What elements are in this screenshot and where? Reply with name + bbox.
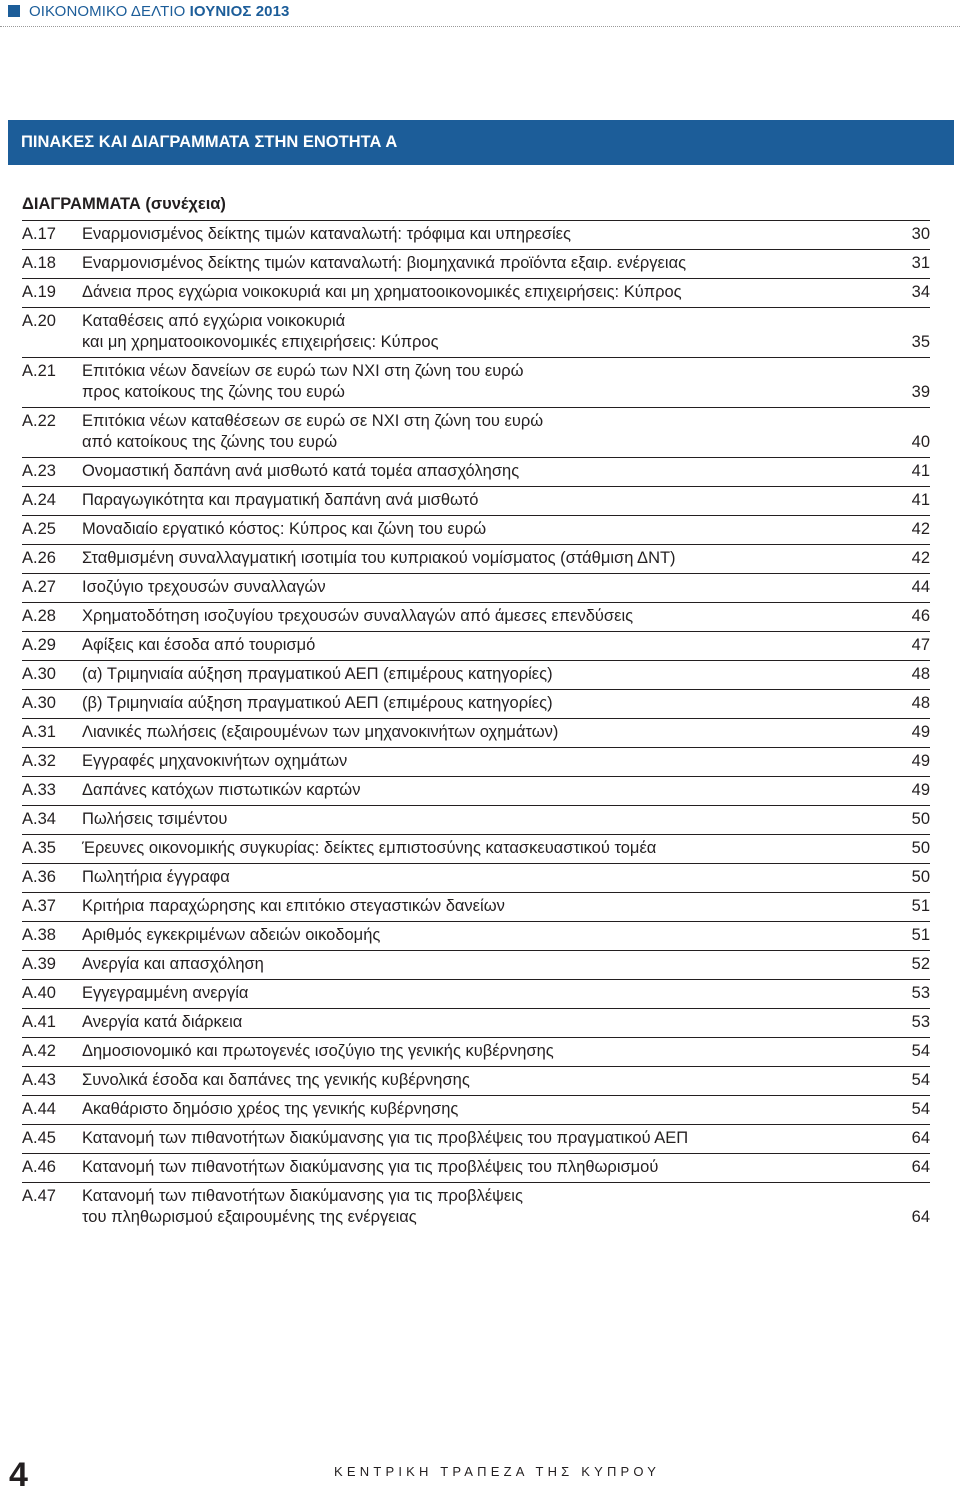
toc-code: Α.32 bbox=[22, 752, 56, 770]
toc-page: 50 bbox=[911, 810, 930, 828]
toc-row bbox=[22, 220, 930, 249]
toc-title: Παραγωγικότητα και πραγματική δαπάνη ανά μισθωτό bbox=[82, 491, 479, 509]
toc-title: Εναρμονισμένος δείκτης τιμών καταναλωτή: βιομηχανικά προϊόντα εξαιρ. ενέργειας bbox=[82, 254, 687, 272]
toc-code: Α.37 bbox=[22, 897, 56, 915]
toc-row bbox=[22, 863, 930, 892]
toc-row bbox=[22, 544, 930, 573]
toc-code: Α.22 bbox=[22, 412, 56, 430]
toc-code: Α.25 bbox=[22, 520, 56, 538]
toc-page: 48 bbox=[911, 694, 930, 712]
toc-title: Επιτόκια νέων καταθέσεων σε ευρώ σε ΝΧΙ στη ζώνη του ευρώ από κατοίκους της ζώνης του ευρώ bbox=[82, 412, 544, 451]
toc-page: 64 bbox=[911, 1129, 930, 1147]
header-text-regular: ΟΙΚΟΝΟΜΙΚΟ ΔΕΛΤΙΟ bbox=[29, 2, 190, 20]
toc-row bbox=[22, 278, 930, 307]
toc-page: 49 bbox=[911, 752, 930, 770]
toc-title: Πωλήσεις τσιμέντου bbox=[82, 810, 228, 828]
toc-page: 52 bbox=[911, 955, 930, 973]
toc-row bbox=[22, 1066, 930, 1095]
toc-title: Αριθμός εγκεκριμένων αδειών οικοδομής bbox=[82, 926, 381, 944]
table-of-contents bbox=[22, 220, 930, 1232]
toc-title: Χρηματοδότηση ισοζυγίου τρεχουσών συναλλαγών από άμεσες επενδύσεις bbox=[82, 607, 634, 625]
toc-title: Δημοσιονομικό και πρωτογενές ισοζύγιο της γενικής κυβέρνησης bbox=[82, 1042, 554, 1060]
toc-code: Α.34 bbox=[22, 810, 56, 828]
toc-page: 39 bbox=[911, 383, 930, 401]
toc-page: 51 bbox=[911, 926, 930, 944]
toc-title: Εναρμονισμένος δείκτης τιμών καταναλωτή: τρόφιμα και υπηρεσίες bbox=[82, 225, 571, 243]
toc-code: Α.35 bbox=[22, 839, 56, 857]
toc-page: 47 bbox=[911, 636, 930, 654]
toc-row bbox=[22, 1153, 930, 1182]
toc-page: 42 bbox=[911, 520, 930, 538]
toc-page: 48 bbox=[911, 665, 930, 683]
toc-code: Α.29 bbox=[22, 636, 56, 654]
header-text-bold: ΙΟΥΝΙΟΣ 2013 bbox=[189, 2, 290, 20]
toc-code: Α.21 bbox=[22, 362, 56, 380]
toc-page: 51 bbox=[911, 897, 930, 915]
toc-title: Αφίξεις και έσοδα από τουρισμό bbox=[82, 636, 316, 654]
toc-row bbox=[22, 747, 930, 776]
toc-code: Α.17 bbox=[22, 225, 56, 243]
toc-code: Α.41 bbox=[22, 1013, 56, 1031]
header-square-icon bbox=[8, 5, 20, 17]
page-number: 4 bbox=[9, 1456, 28, 1494]
toc-page: 54 bbox=[911, 1100, 930, 1118]
toc-page: 54 bbox=[911, 1042, 930, 1060]
toc-code: Α.26 bbox=[22, 549, 56, 567]
toc-title: Επιτόκια νέων δανείων σε ευρώ των ΝΧΙ στη ζώνη του ευρώ προς κατοίκους της ζώνης του ευρώ bbox=[82, 362, 524, 401]
toc-title: Εγγεγραμμένη ανεργία bbox=[82, 984, 249, 1002]
toc-code: Α.20 bbox=[22, 312, 56, 330]
toc-page: 42 bbox=[911, 549, 930, 567]
toc-row bbox=[22, 573, 930, 602]
toc-code: Α.47 bbox=[22, 1187, 56, 1205]
toc-page: 30 bbox=[911, 225, 930, 243]
toc-page: 64 bbox=[911, 1158, 930, 1176]
toc-code: Α.36 bbox=[22, 868, 56, 886]
toc-row bbox=[22, 1182, 930, 1232]
toc-row bbox=[22, 307, 930, 357]
toc-code: Α.40 bbox=[22, 984, 56, 1002]
toc-row bbox=[22, 660, 930, 689]
toc-page: 49 bbox=[911, 781, 930, 799]
toc-title: Δάνεια προς εγχώρια νοικοκυριά και μη χρηματοοικονομικές επιχειρήσεις: Κύπρος bbox=[82, 283, 682, 301]
toc-page: 49 bbox=[911, 723, 930, 741]
toc-code: Α.23 bbox=[22, 462, 56, 480]
toc-row bbox=[22, 457, 930, 486]
toc-title: Ακαθάριστο δημόσιο χρέος της γενικής κυβέρνησης bbox=[82, 1100, 459, 1118]
footer-publisher: ΚΕΝΤΡΙΚΗ ΤΡΑΠΕΖΑ ΤΗΣ ΚΥΠΡΟΥ bbox=[334, 1464, 661, 1479]
toc-row bbox=[22, 776, 930, 805]
toc-code: Α.30 bbox=[22, 694, 56, 712]
toc-page: 44 bbox=[911, 578, 930, 596]
toc-row bbox=[22, 515, 930, 544]
toc-page: 50 bbox=[911, 839, 930, 857]
toc-title: Δαπάνες κατόχων πιστωτικών καρτών bbox=[82, 781, 361, 799]
toc-page: 40 bbox=[911, 433, 930, 451]
toc-page: 46 bbox=[911, 607, 930, 625]
toc-title: Ισοζύγιο τρεχουσών συναλλαγών bbox=[82, 578, 326, 596]
toc-page: 41 bbox=[911, 491, 930, 509]
toc-row bbox=[22, 950, 930, 979]
toc-code: Α.38 bbox=[22, 926, 56, 944]
toc-row bbox=[22, 357, 930, 407]
toc-title: Κατανομή των πιθανοτήτων διακύμανσης για τις προβλέψεις του πληθωρισμού bbox=[82, 1158, 659, 1176]
toc-code: Α.30 bbox=[22, 665, 56, 683]
toc-row bbox=[22, 1008, 930, 1037]
toc-code: Α.42 bbox=[22, 1042, 56, 1060]
banner-title: ΠΙΝΑΚΕΣ ΚΑΙ ΔΙΑΓΡΑΜΜΑΤΑ ΣΤΗΝ ΕΝΟΤΗΤΑ Α bbox=[21, 133, 398, 151]
section-banner bbox=[8, 120, 954, 165]
toc-row bbox=[22, 407, 930, 457]
toc-row bbox=[22, 805, 930, 834]
toc-title: Πωλητήρια έγγραφα bbox=[82, 868, 230, 886]
toc-title: (α) Τριμηνιαία αύξηση πραγματικού ΑΕΠ (επιμέρους κατηγορίες) bbox=[82, 665, 553, 683]
toc-code: Α.43 bbox=[22, 1071, 56, 1089]
toc-row bbox=[22, 486, 930, 515]
toc-title: Σταθμισμένη συναλλαγματική ισοτιμία του κυπριακού νομίσματος (στάθμιση ΔΝΤ) bbox=[82, 549, 676, 567]
header-divider bbox=[0, 26, 960, 27]
toc-title: Ανεργία κατά διάρκεια bbox=[82, 1013, 243, 1031]
toc-title: Κατανομή των πιθανοτήτων διακύμανσης για τις προβλέψεις του πραγματικού ΑΕΠ bbox=[82, 1129, 689, 1147]
toc-page: 50 bbox=[911, 868, 930, 886]
toc-title: Εγγραφές μηχανοκινήτων οχημάτων bbox=[82, 752, 348, 770]
toc-row bbox=[22, 689, 930, 718]
toc-code: Α.18 bbox=[22, 254, 56, 272]
toc-title: Ονομαστική δαπάνη ανά μισθωτό κατά τομέα απασχόλησης bbox=[82, 462, 520, 480]
toc-code: Α.28 bbox=[22, 607, 56, 625]
toc-code: Α.19 bbox=[22, 283, 56, 301]
toc-code: Α.44 bbox=[22, 1100, 56, 1118]
toc-row bbox=[22, 249, 930, 278]
toc-page: 34 bbox=[911, 283, 930, 301]
toc-code: Α.33 bbox=[22, 781, 56, 799]
toc-title: Έρευνες οικονομικής συγκυρίας: δείκτες εμπιστοσύνης κατασκευαστικού τομέα bbox=[82, 839, 657, 857]
toc-code: Α.46 bbox=[22, 1158, 56, 1176]
toc-row bbox=[22, 1124, 930, 1153]
toc-row bbox=[22, 602, 930, 631]
toc-page: 41 bbox=[911, 462, 930, 480]
toc-title: Κριτήρια παραχώρησης και επιτόκιο στεγαστικών δανείων bbox=[82, 897, 505, 915]
toc-row bbox=[22, 979, 930, 1008]
toc-row bbox=[22, 631, 930, 660]
toc-row bbox=[22, 718, 930, 747]
toc-title: Κατανομή των πιθανοτήτων διακύμανσης για τις προβλέψεις του πληθωρισμού εξαιρουμένης της ενέργειας bbox=[82, 1187, 523, 1226]
toc-page: 54 bbox=[911, 1071, 930, 1089]
toc-page: 31 bbox=[911, 254, 930, 272]
toc-code: Α.45 bbox=[22, 1129, 56, 1147]
toc-page: 35 bbox=[911, 333, 930, 351]
running-header bbox=[0, 0, 960, 22]
toc-page: 64 bbox=[911, 1208, 930, 1226]
toc-row bbox=[22, 834, 930, 863]
toc-title: (β) Τριμηνιαία αύξηση πραγματικού ΑΕΠ (επιμέρους κατηγορίες) bbox=[82, 694, 553, 712]
toc-title: Καταθέσεις από εγχώρια νοικοκυριά και μη χρηματοοικονομικές επιχειρήσεις: Κύπρος bbox=[82, 312, 439, 351]
toc-title: Συνολικά έσοδα και δαπάνες της γενικής κυβέρνησης bbox=[82, 1071, 470, 1089]
section-heading: ΔΙΑΓΡΑΜΜΑΤΑ (συνέχεια) bbox=[22, 195, 226, 213]
toc-row bbox=[22, 1095, 930, 1124]
toc-row bbox=[22, 921, 930, 950]
header-text bbox=[29, 3, 289, 20]
toc-page: 53 bbox=[911, 1013, 930, 1031]
toc-code: Α.39 bbox=[22, 955, 56, 973]
toc-code: Α.27 bbox=[22, 578, 56, 596]
toc-title: Μοναδιαίο εργατικό κόστος: Κύπρος και ζώνη του ευρώ bbox=[82, 520, 487, 538]
toc-code: Α.31 bbox=[22, 723, 56, 741]
toc-page: 53 bbox=[911, 984, 930, 1002]
toc-row bbox=[22, 1037, 930, 1066]
toc-title: Λιανικές πωλήσεις (εξαιρουμένων των μηχανοκινήτων οχημάτων) bbox=[82, 723, 559, 741]
toc-title: Ανεργία και απασχόληση bbox=[82, 955, 264, 973]
toc-code: Α.24 bbox=[22, 491, 56, 509]
toc-row bbox=[22, 892, 930, 921]
